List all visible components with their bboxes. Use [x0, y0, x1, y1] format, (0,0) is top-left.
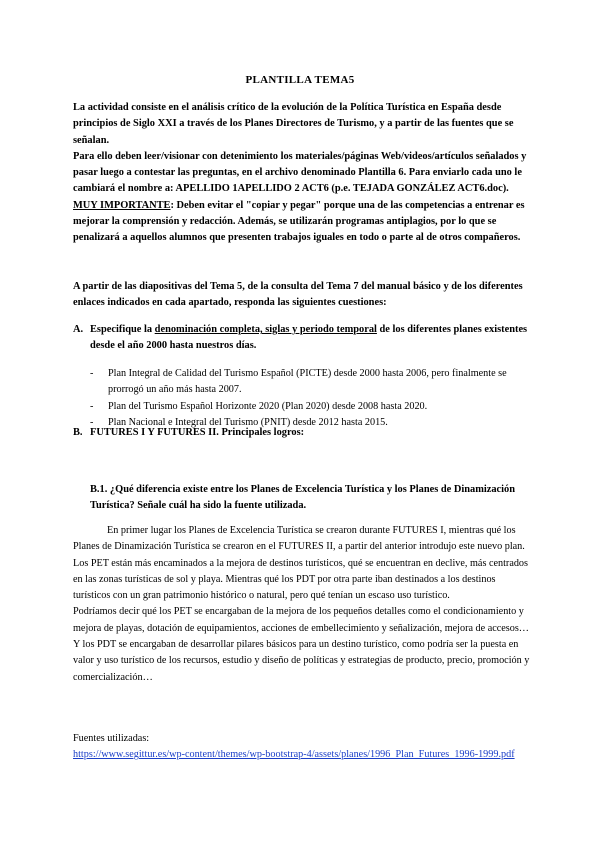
important-text: : Deben evitar el "copiar y pegar" porque una de las competencias a entrenar es mejorar la comprensión y redacción. Además, se utilizarán programas antiplagios, por lo que se penalizará a aquellos alumnos que presenten trabajos iguales en todo o parte al de otros compañeros. [73, 199, 525, 244]
answer-paragraph-1: En primer lugar los Planes de Excelencia Turística se crearon durante FUTURES I, mientras qué los Planes de Dinamización Turística se crearon en el FUTURES II, a partir del anterior introdujo este nuevo plan. [73, 525, 525, 553]
list-dash: - [90, 400, 94, 412]
lead-instructions: A partir de las diapositivas del Tema 5, de la consulta del Tema 7 del manual básico y de los diferentes enlaces indicados en cada apartado, responda las siguientes cuestiones: [73, 281, 523, 309]
intro-paragraph-1: La actividad consiste en el análisis crítico de la evolución de la Política Turística en España desde principios de Siglo XXI a través de los Planes Directores de Turismo, y a partir de las fuentes que se señalan. [73, 102, 514, 146]
list-dash: - [90, 368, 94, 379]
section-b-marker: B. [73, 427, 83, 438]
section-b-heading [73, 425, 534, 441]
list-item [90, 366, 510, 399]
section-a-heading [73, 322, 534, 355]
list-item-text: Plan Integral de Calidad del Turismo Español (PICTE) desde 2000 hasta 2006, pero finalmente se prorrogó un año más hasta 2007. [108, 368, 507, 396]
source-link[interactable]: https://www.segittur.es/wp-content/themes/wp-bootstrap-4/assets/planes/1996_Plan_Futures_1996-1999.pdf [73, 749, 515, 761]
section-a-text-after: de los diferentes planes existentes desde el año 2000 hasta nuestros días. [90, 324, 528, 352]
section-a-text-before: Especifique la [90, 324, 155, 335]
intro-paragraph-3 [73, 198, 533, 247]
section-b-text: FUTURES I Y FUTURES II. Principales logros: [90, 427, 305, 438]
section-a-text-underlined: denominación completa, siglas y periodo temporal [154, 324, 377, 335]
list-item [90, 399, 510, 415]
answer-body [73, 523, 535, 686]
answer-paragraph-4: Y los PDT se encargaban de desarrollar pilares básicos para un destino turístico, como podría ser la puesta en valor y uso turístico de los recursos, estudio y diseño de políticas y estrategias de producto, precio, promoción y comercialización… [73, 639, 530, 683]
plans-list [90, 366, 510, 431]
sources-label: Fuentes utilizadas: [73, 733, 150, 744]
sources-block [73, 731, 535, 764]
section-b1-question: B.1. ¿Qué diferencia existe entre los Planes de Excelencia Turística y los Planes de Dinamización Turística? Señale cuál ha sido la fuente utilizada. [90, 484, 516, 512]
important-label: MUY IMPORTANTE [73, 199, 171, 211]
list-dash: - [90, 416, 94, 428]
answer-paragraph-2: Los PET están más encaminados a la mejora de destinos turísticos, qué se encuentran en declive, más centrados en las zonas turísticas de sol y playa. Mientras qué los PDT por otra parte iban destinados a los destinos turísticos con un gran patrimonio histórico o natural, pero qué tenían un escaso uso turístico. [73, 557, 528, 602]
list-item-text: Plan del Turismo Español Horizonte 2020 (Plan 2020) desde 2008 hasta 2020. [108, 400, 428, 412]
document-title: PLANTILLA TEMA5 [245, 74, 355, 86]
section-a-marker: A. [73, 324, 84, 335]
list-item-text: Plan Nacional e Integral del Turismo (PNIT) desde 2012 hasta 2015. [108, 416, 388, 428]
intro-block [73, 100, 533, 247]
intro-paragraph-2: Para ello deben leer/visionar con detenimiento los materiales/páginas Web/videos/artículos señalados y pasar luego a contestar las preguntas, en el archivo denominado Plantilla 6. Para enviarlo cada uno le cambiará el nombre a: APELLIDO 1APELLIDO 2 ACT6 (p.e. TEJADA GONZÁLEZ ACT6.doc). [73, 150, 527, 195]
answer-paragraph-3: Podríamos decir qué los PET se encargaban de la mejora de los pequeños detalles como el condicionamiento y mejora de playas, dotación de equipamientos, acciones de embellecimiento y señalización, mejora de accesos… [73, 606, 529, 634]
